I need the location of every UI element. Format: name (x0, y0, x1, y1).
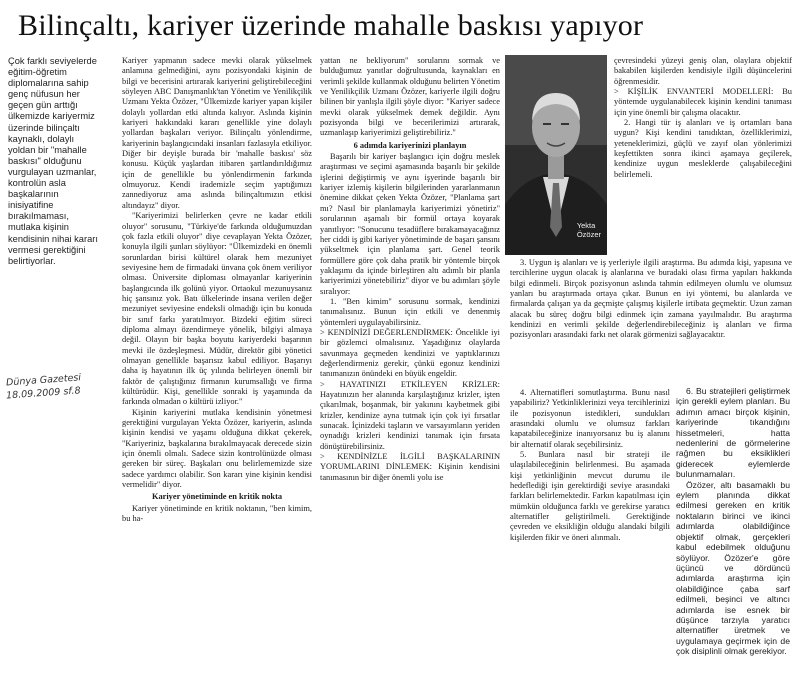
sidebar-summary: Çok farklı seviyelerde eğitim-öğretim diplomalarına sahip genç nüfusun her geçen gün arttığı ülkemizde kariyermiz üzerinde bilinçaltı kaynaklı, dolaylı yoldan bir "mahalle baskısı" olduğunu vurgulayan uzmanlar, kontrolün asla başkalarının inisiyatifine bırakılmaması, mutlaka kişinin kendisinin nihai kararı vermesi gerektiğini belirtiyorlar. (8, 56, 98, 266)
article-column-3-lower (510, 258, 792, 388)
col1-paragraph: Kariyer yönetiminde en kritik noktanın, "ben kimim, bu ha- (122, 503, 312, 524)
col3-paragraph: çevresindeki yüzeyi geniş olan, olaylara objektif bakabilen kişilerden kendisiyle ilgili düşüncelerini öğrenmesidir. (614, 56, 792, 86)
handwritten-source-note (5, 372, 106, 402)
headline: Bilinçaltı, kariyer üzerinde mahalle baskısı yapıyor (18, 9, 644, 42)
col2-subheading: 6 adımda kariyerinizi planlayın (353, 140, 467, 150)
caption-first-name: Yekta (576, 221, 596, 230)
col2-bullet: > HAYATINIZI ETKİLEYEN KRİZLER: Hayatınızın her alanında karşılaştığınız krizler, işten çıkarılmak, boşanmak, bir yakınını kaybetmek gibi krizler, kendinize ayna tutmak için çok iyi fırsatlar sunacak. İçinizdeki taşların ve varsayımların yeriden oynadığı krizleri kendinizi tanımak için fırsata dönüştürebilirsiniz. (320, 379, 500, 451)
col3-paragraph: 3. Uygun iş alanları ve iş yerleriyle ilgili araştırma. Bu adımda kişi, yapısına ve tercihlerine uygun olacak iş alanlarına ve buradaki olası firma yapıları hakkında bilgi edinmeli. Birçok pozisyonun aslında tahmin edilmeyen olumlu ve olumsuz yanları bu araştırmada ortaya çıkar. Bunun en iyi yöntemi, bu alanlarda ve firmalarda çalışan ya da geçmişte çalışmış kişilerle irtibata geçmektir. Uzun zaman alacak bu süreç doğru bilgi edinmek için zamana yayılmalıdır. Bu araştırma kendinizi en verimli şekilde değerlendirebileceğiniz iş alanları ve firma pozisyonları arasındaki farkı net olarak görmenizi sağlayacaktır. (510, 258, 792, 340)
col3-bullet: > KİŞİLİK ENVANTERİ MODELLERİ: Bu yöntemde uygulanabilecek kişinin kendini tanıması için yine önemli bir çalışma olacaktır. (614, 87, 792, 117)
article-column-4 (676, 386, 790, 657)
col4-paragraph: 6. Bu stratejileri geliştirmek için gerekli eylem planları. Bu adımın amacı birçok kişinin, kariyerinde tıkandığını hissetmeleri, hatta nedenlerini de görmelerine rağmen bu eksiklikleri giderecek eylemlerde bulunmamaları. (676, 386, 790, 480)
handnote-date: 18.09.2009 sf.8 (5, 385, 81, 402)
article-column-2 (320, 56, 500, 686)
col2-paragraph: yattan ne bekliyorum" sorularını sormak ve bulduğumuz yanıtlar doğrultusunda, kaynakları en verimli şekilde kullanmak olduğunu belirten Yönetim ve Yenilikçilik Uzmanı Özözer, kariyerle ilgili doğru bilinen bir yanlışla ilgili şöyle diyor: "Kariyer sadece mevki olarak yükselmek demek değildir. Aynı pozisyonda bilgi ve becerilerimizi artırarak, uzmanlaşıp kariyerimizi geliştirebiliriz." (320, 56, 500, 138)
col2-paragraph: Başarılı bir kariyer başlangıcı için doğru meslek araştırması ve seçimi aşamasında başarılı bir şekilde işlerini değiştirmiş ve aynı işyerinde başarılı bir kariyer izlemiş kişilerin bilgilerinden yararlanmanın önemine dikkat çeken Yekta Özözer, "Planlama şart mı? Nasıl bir planlamayla kariyerimizi yönetiriz" sorularının aşamalı bir formül ortaya koyarak yanıtlıyor: "Sonucunu tesadüflere bırakamayacağınız her ciddi iş gibi kariyer yönetiminde de başarı şansını yükseltmek için planlama şart. Genel teorik formüllere göre çok daha pratik bir yöntemle birçok yaklaşımı da içinde birleştiren altı adımlı bir planla kariyerimizi yönetebiliriz" diyor ve bu adımları şöyle sıralıyor: (320, 152, 500, 296)
col1-paragraph: Kişinin kariyerini mutlaka kendisinin yönetmesi gerektiğini vurgulayan Yekta Özözer, kariyerin, aslında kişinin kendisi ve yaşamı olduğuna dikkat çekerek, "Kariyeriniz, başkalarına bırakılmayacak derecede sizin için önemli olmalı. Sadece sizin kontrolünüzde olması gereken bir süreç. Başkaları onu belirlememizde size sadece yardımcı olabilir. Son kararı yine kişinin kendisi vermelidir" diyor. (122, 407, 312, 490)
col2-bullet: > KENDİNİZLE İLGİLİ BAŞKALARININ YORUMLARINI DİNLEMEK: Kişinin kendisini tanımasının bir diğer önemli yolu ise (320, 452, 500, 482)
col1-paragraph: Kariyer yapmanın sadece mevki olarak yükselmek anlamına gelmediğini, aynı pozisyondaki kişinin de bilgi ve becerisini artırarak kariyerini geliştirebileceğini söyleyen ABC Danışmanlık'tan Yönetim ve Yenilikçilik Uzmanı Yekta Özözer, "Ülkemizde kariyer yapan kişiler dolaylı yollardan etki altında kalıyor. Aslında kişinin kariyeri hakkındaki kararı genellikle yine dolaylı yollardan başkaları veriyor. Bilinçaltı yönlendirme, kariyerinin başlangıcındaki insanları fazlasıyla etkiliyor. Diğer bir deyişle burada bir 'mahalle baskısı' söz konusu. Küçük yaşlardan itibaren şartlandırıldığımız için de genellikle bu yönlendirmenin farkında olmuyoruz. Kendi irademizle seçim yaptığımızı zannediyoruz ama aslında bilinçaltımızın etkisi altındayız" diyor. (122, 56, 312, 210)
col1-paragraph: "Kariyerimizi belirlerken çevre ne kadar etkili oluyor" sorusunu, "Türkiye'de farkında olduğumuzdan çok fazla etkili oluyor" diye cevaplayan Yekta Özözer, konuyla ilgili şunları söylüyor: "Ülkemizdeki en önemli sorunlardan birisi kültürel olarak hem mezuniyet seviyesine hem de firmadaki ünvana çok önem veriliyor olması. Üniversite diploması olmayanlar kariyerinin başlangıcında ilk golünü yiyor. Ortaokul mezunuysanız hiç şansınız yok. Batı ülkelerinde insana verilen değer mezuniyet seviyesine endeksli olmadığı için bu konuda bir sınıf farkı yaratılmıyor. Bizdeki eğitim süreci diploma almayı özendirmeye yönelik, bilgiyi almaya değil. Olayın bir başka boyutu kariyerdeki başarının mevki ile özdeşleşmesi. Müdür, direktör gibi yönetici olmayan genellikle başarısız kabul ediliyor. Başarıyı daha iş hayatının ilk üç yılında belirleyen önemli bir faktör de çalıştığınız firmanın kurumsallığı ve firma kültürüdür. Kişi, genellikle sonraki iş yaşamında da farkında olmadan o kültürü izliyor." (122, 211, 312, 407)
col2-bullet: > KENDİNİZİ DEĞERLENDİRMEK: Öncelikle iyi bir gözlemci olmalısınız. Yaşadığınız olaylarda savunmaya geçmeden kendinizi ve yaptıklarınızı değerlendirmeniz gerekir, çünkü egonuz kendinizi tanımanızın önündeki en büyük engeldir. (320, 327, 500, 379)
col3-paragraph: 2. Hangi tür iş alanları ve iş ortamları bana uygun? Kişi kendini tanıdıktan, özelliklerimizi, yeteneklerimizi, güçlü ve zayıf olan yönlerimizi keşfettikten sonra ikinci aşamaya geçilerek, kendinize uygun mesleklerde çalışabileceğini belirlemeli. (614, 118, 792, 179)
article-column-3-bottom (510, 388, 670, 686)
col3-paragraph: 4. Alternatifleri somutlaştırma. Bunu nasıl yapabiliriz? Yetkinliklerinizi veya tercihlerinizi ile pozisyonun istedikleri, sundukları arasındaki olumlu ve olumsuz farkları kapatabileceğinize inanıyorsanız bu iş alanını bir alternatif olarak seçebilirsiniz. (510, 388, 670, 449)
article-column-1 (122, 56, 312, 686)
col1-subheading: Kariyer yönetiminde en kritik nokta (151, 492, 283, 502)
handnote-source: Dünya Gazetesi (5, 372, 82, 389)
col3-paragraph: 5. Bunlara nasıl bir strateji ile ulaşılabileceğinin belirlenmesi. Bu aşamada kişi yetkinliğinin mevcut durumu ile hedeflediği işin gerektirdiği seviye arasındaki farkları belirlemektedir. Farkın kapatılması için mümkün olduğunca farklı ve gerekirse yaratıcı alternatifler geliştirilmeli. Gerektiğinde çevreden ve eksikliğin olduğu alandaki bilgili kişilerden fikir ve öneri alınmalı. (510, 450, 670, 542)
caption-last-name: Özözer (576, 230, 601, 239)
col2-paragraph: 1. "Ben kimim" sorusunu sormak, kendinizi tanımalısınız. Bunun için etkili ve denenmiş yöntemleri uygulayabilirsiniz. (320, 296, 500, 327)
col4-paragraph: Özözer, altı basamaklı bu eylem planında dikkat edilmesi gereken en kritik noktaların birinci ve ikinci adımlarda olabildiğince objektif olmak, gerçekleri kabul edebilmek olduğunu söylüyor. Özözer'e göre üçüncü ve dördüncü adımlarda araştırma için olabildiğince çaba sarf edilmeli, beşinci ve altıncı adımlarda ise esnek bir düşünce tarzıyla yaratıcı alternatifler üretmek ve uygulamaya geçirmek için de çok disiplinli olmak gerekiyor. (676, 479, 790, 657)
article-column-3 (614, 56, 792, 256)
portrait-photo (505, 55, 607, 255)
photo-caption (577, 221, 601, 239)
